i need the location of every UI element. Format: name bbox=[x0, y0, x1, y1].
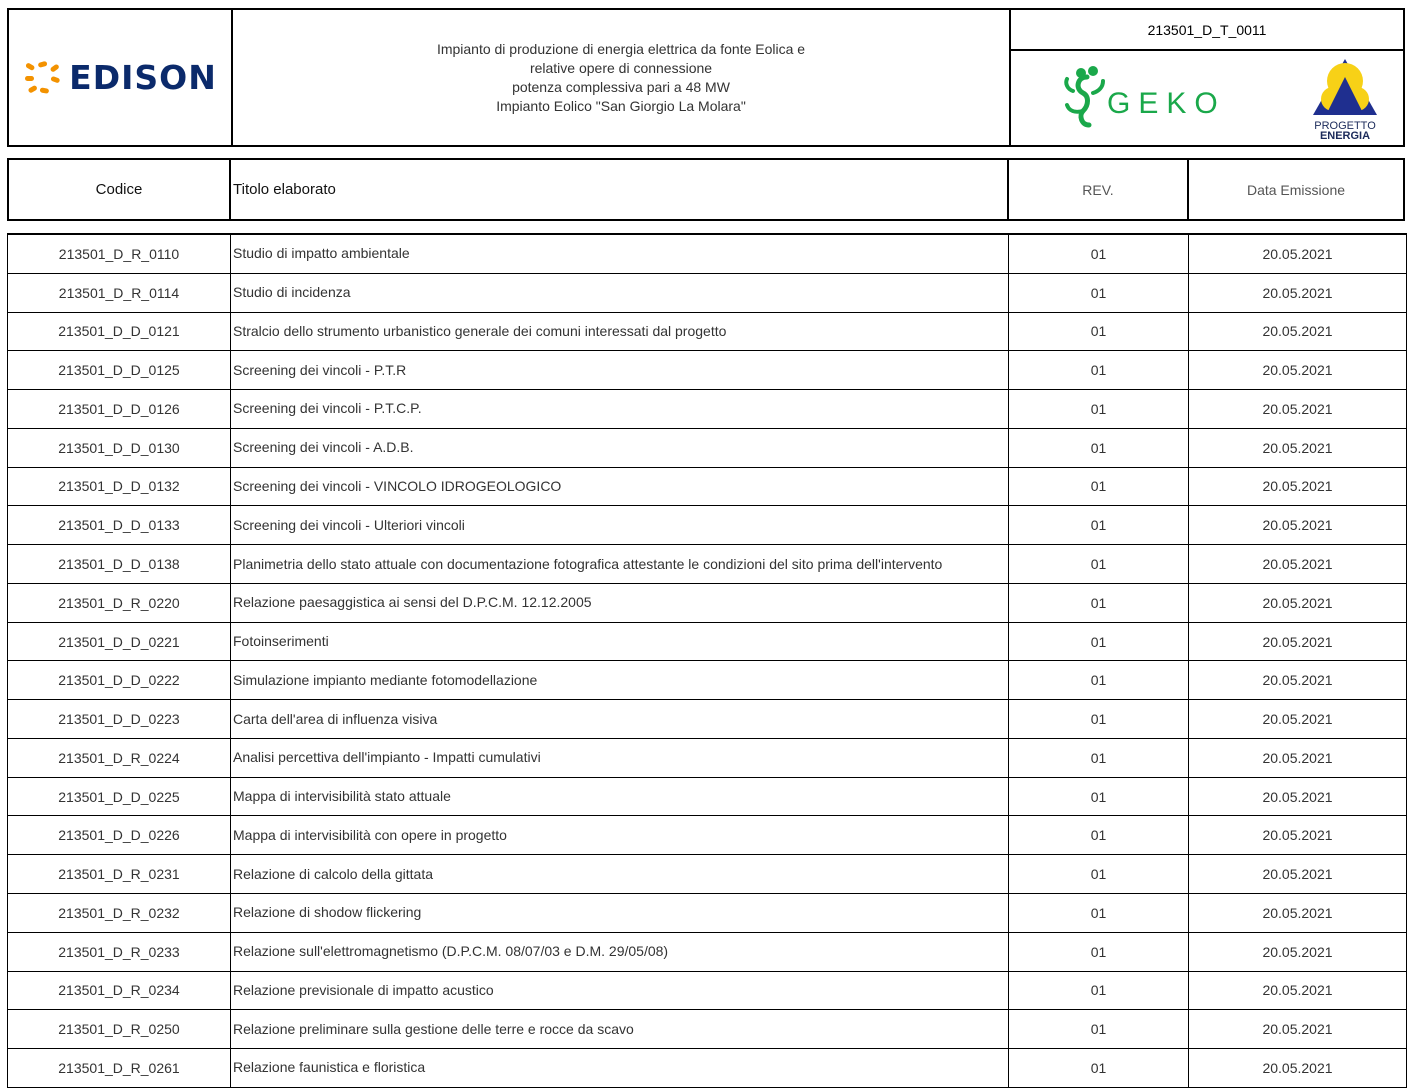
cell-rev: 01 bbox=[1009, 351, 1189, 389]
cell-code: 213501_D_D_0221 bbox=[8, 623, 231, 661]
cell-date: 20.05.2021 bbox=[1262, 400, 1333, 417]
cell-date: 20.05.2021 bbox=[1262, 556, 1333, 572]
cell-title: Relazione preliminare sulla gestione delle terre e rocce da scavo bbox=[231, 1010, 1009, 1048]
cell-rev: 01 bbox=[1009, 778, 1189, 816]
cell-code: 213501_D_R_0261 bbox=[8, 1049, 231, 1087]
cell-rev: 01 bbox=[1009, 1049, 1189, 1087]
cell-code: 213501_D_D_0225 bbox=[8, 778, 231, 816]
geko-logo bbox=[1059, 63, 1259, 133]
cell-date: 20.05.2021 bbox=[1262, 866, 1333, 883]
edison-star-icon bbox=[23, 61, 63, 95]
table-row bbox=[8, 584, 1406, 623]
cell-title: Stralcio dello strumento urbanistico generale dei comuni interessati dal progetto bbox=[231, 313, 1009, 351]
cell-title: Relazione sull'elettromagnetismo (D.P.C.M. 08/07/03 e D.M. 29/05/08) bbox=[231, 933, 1009, 971]
cell-title: Mappa di intervisibilità con opere in progetto bbox=[231, 816, 1009, 854]
table-row bbox=[8, 661, 1406, 700]
table-row bbox=[8, 313, 1406, 352]
cell-date: 20.05.2021 bbox=[1262, 517, 1333, 534]
cell-rev: 01 bbox=[1009, 855, 1189, 893]
edison-wordmark: EDISON bbox=[69, 58, 217, 97]
edison-logo bbox=[9, 10, 233, 145]
cell-code: 213501_D_R_0231 bbox=[8, 855, 231, 893]
table-column-header bbox=[7, 158, 1405, 221]
description-line: Impianto Eolico "San Giorgio La Molara" bbox=[496, 97, 746, 114]
table-row bbox=[8, 429, 1406, 468]
table-row bbox=[8, 1010, 1406, 1049]
cell-date: 20.05.2021 bbox=[1262, 633, 1333, 650]
cell-rev: 01 bbox=[1009, 816, 1189, 854]
cell-code: 213501_D_R_0224 bbox=[8, 739, 231, 777]
table-row bbox=[8, 274, 1406, 313]
cell-code: 213501_D_D_0132 bbox=[8, 468, 231, 506]
cell-code: 213501_D_R_0114 bbox=[8, 274, 231, 312]
cell-rev: 01 bbox=[1009, 313, 1189, 351]
cell-code: 213501_D_R_0110 bbox=[8, 235, 231, 273]
cell-code: 213501_D_D_0130 bbox=[8, 429, 231, 467]
cell-title: Analisi percettiva dell'impianto - Impatti cumulativi bbox=[231, 739, 1009, 777]
cell-date: 20.05.2021 bbox=[1262, 284, 1333, 301]
cell-rev: 01 bbox=[1009, 506, 1189, 544]
cell-code: 213501_D_R_0250 bbox=[8, 1010, 231, 1048]
cell-rev: 01 bbox=[1009, 390, 1189, 428]
table-row bbox=[8, 972, 1406, 1011]
cell-rev: 01 bbox=[1009, 739, 1189, 777]
table-row bbox=[8, 816, 1406, 855]
partner-logos bbox=[1011, 51, 1403, 147]
table-row bbox=[8, 739, 1406, 778]
cell-code: 213501_D_R_0232 bbox=[8, 894, 231, 932]
table-row bbox=[8, 235, 1406, 274]
cell-title: Planimetria dello stato attuale con documentazione fotografica attestante le condizioni del sito prima dell'intervento bbox=[231, 545, 1009, 583]
cell-date: 20.05.2021 bbox=[1262, 672, 1333, 689]
cell-title: Screening dei vincoli - Ulteriori vincoli bbox=[231, 506, 1009, 544]
document-header bbox=[7, 8, 1405, 147]
cell-rev: 01 bbox=[1009, 933, 1189, 971]
cell-date: 20.05.2021 bbox=[1262, 711, 1333, 728]
cell-title: Screening dei vincoli - P.T.C.P. bbox=[231, 390, 1009, 428]
cell-date: 20.05.2021 bbox=[1262, 1059, 1333, 1076]
cell-code: 213501_D_R_0220 bbox=[8, 584, 231, 622]
cell-date: 20.05.2021 bbox=[1262, 943, 1333, 960]
header-right-panel bbox=[1011, 10, 1403, 145]
cell-title: Carta dell'area di influenza visiva bbox=[231, 700, 1009, 738]
cell-title: Mappa di intervisibilità stato attuale bbox=[231, 778, 1009, 816]
cell-title: Relazione faunistica e floristica bbox=[231, 1049, 1009, 1087]
cell-code: 213501_D_D_0133 bbox=[8, 506, 231, 544]
description-line: potenza complessiva pari a 48 MW bbox=[512, 78, 730, 95]
cell-code: 213501_D_R_0233 bbox=[8, 933, 231, 971]
cell-title: Screening dei vincoli - A.D.B. bbox=[231, 429, 1009, 467]
cell-title: Simulazione impianto mediante fotomodellazione bbox=[231, 661, 1009, 699]
table-row bbox=[8, 545, 1406, 584]
pe-line1: PROGETTO bbox=[1314, 120, 1376, 132]
column-header-code: Codice bbox=[9, 160, 231, 219]
cell-date: 20.05.2021 bbox=[1262, 788, 1333, 805]
documents-table bbox=[7, 233, 1407, 1088]
cell-title: Screening dei vincoli - VINCOLO IDROGEOLOGICO bbox=[231, 468, 1009, 506]
description-line: relative opere di connessione bbox=[529, 59, 713, 76]
cell-rev: 01 bbox=[1009, 274, 1189, 312]
geko-wordmark: GEKO bbox=[1107, 87, 1226, 120]
cell-rev: 01 bbox=[1009, 894, 1189, 932]
table-row bbox=[8, 468, 1406, 507]
description-line: Impianto di produzione di energia elettrica da fonte Eolica e bbox=[436, 40, 806, 57]
cell-title: Relazione paesaggistica ai sensi del D.P.C.M. 12.12.2005 bbox=[231, 584, 1009, 622]
document-code: 213501_D_T_0011 bbox=[1011, 10, 1403, 51]
column-header-date: Data Emissione bbox=[1246, 181, 1346, 198]
cell-title: Relazione previsionale di impatto acustico bbox=[231, 972, 1009, 1010]
cell-rev: 01 bbox=[1009, 661, 1189, 699]
column-header-rev: REV. bbox=[1009, 160, 1189, 219]
cell-rev: 01 bbox=[1009, 429, 1189, 467]
table-row bbox=[8, 351, 1406, 390]
cell-date: 20.05.2021 bbox=[1262, 439, 1333, 456]
cell-title: Relazione di calcolo della gittata bbox=[231, 855, 1009, 893]
cell-rev: 01 bbox=[1009, 235, 1189, 273]
table-row bbox=[8, 700, 1406, 739]
cell-rev: 01 bbox=[1009, 972, 1189, 1010]
cell-date: 20.05.2021 bbox=[1262, 594, 1333, 611]
cell-code: 213501_D_D_0138 bbox=[8, 545, 231, 583]
cell-rev: 01 bbox=[1009, 623, 1189, 661]
cell-code: 213501_D_D_0222 bbox=[8, 661, 231, 699]
cell-title: Fotoinserimenti bbox=[231, 623, 1009, 661]
cell-date: 20.05.2021 bbox=[1262, 904, 1333, 921]
pe-line2: ENERGIA bbox=[1319, 130, 1371, 142]
progetto-energia-logo bbox=[1307, 57, 1383, 145]
progetto-energia-text bbox=[1307, 121, 1383, 141]
cell-rev: 01 bbox=[1009, 545, 1189, 583]
cell-code: 213501_D_D_0125 bbox=[8, 351, 231, 389]
table-row bbox=[8, 894, 1406, 933]
cell-date: 20.05.2021 bbox=[1262, 1021, 1333, 1038]
cell-code: 213501_D_R_0234 bbox=[8, 972, 231, 1010]
table-row bbox=[8, 623, 1406, 662]
cell-title: Studio di impatto ambientale bbox=[231, 235, 1009, 273]
table-row bbox=[8, 778, 1406, 817]
cell-code: 213501_D_D_0121 bbox=[8, 313, 231, 351]
cell-date: 20.05.2021 bbox=[1262, 478, 1333, 495]
cell-date: 20.05.2021 bbox=[1262, 323, 1333, 340]
cell-date: 20.05.2021 bbox=[1262, 362, 1333, 379]
table-row bbox=[8, 390, 1406, 429]
progetto-energia-emblem-icon bbox=[1307, 57, 1383, 121]
cell-title: Studio di incidenza bbox=[231, 274, 1009, 312]
project-description bbox=[233, 10, 1011, 145]
table-row bbox=[8, 1049, 1406, 1088]
cell-code: 213501_D_D_0126 bbox=[8, 390, 231, 428]
column-header-title: Titolo elaborato bbox=[231, 160, 1009, 219]
cell-title: Relazione di shodow flickering bbox=[231, 894, 1009, 932]
cell-date: 20.05.2021 bbox=[1262, 982, 1333, 999]
cell-code: 213501_D_D_0223 bbox=[8, 700, 231, 738]
table-row bbox=[8, 933, 1406, 972]
table-row bbox=[8, 855, 1406, 894]
cell-title: Screening dei vincoli - P.T.R bbox=[231, 351, 1009, 389]
cell-date: 20.05.2021 bbox=[1262, 749, 1333, 766]
cell-rev: 01 bbox=[1009, 1010, 1189, 1048]
table-row bbox=[8, 506, 1406, 545]
cell-rev: 01 bbox=[1009, 468, 1189, 506]
cell-date: 20.05.2021 bbox=[1262, 245, 1333, 262]
cell-code: 213501_D_D_0226 bbox=[8, 816, 231, 854]
cell-rev: 01 bbox=[1009, 584, 1189, 622]
cell-date: 20.05.2021 bbox=[1262, 827, 1333, 844]
cell-rev: 01 bbox=[1009, 700, 1189, 738]
